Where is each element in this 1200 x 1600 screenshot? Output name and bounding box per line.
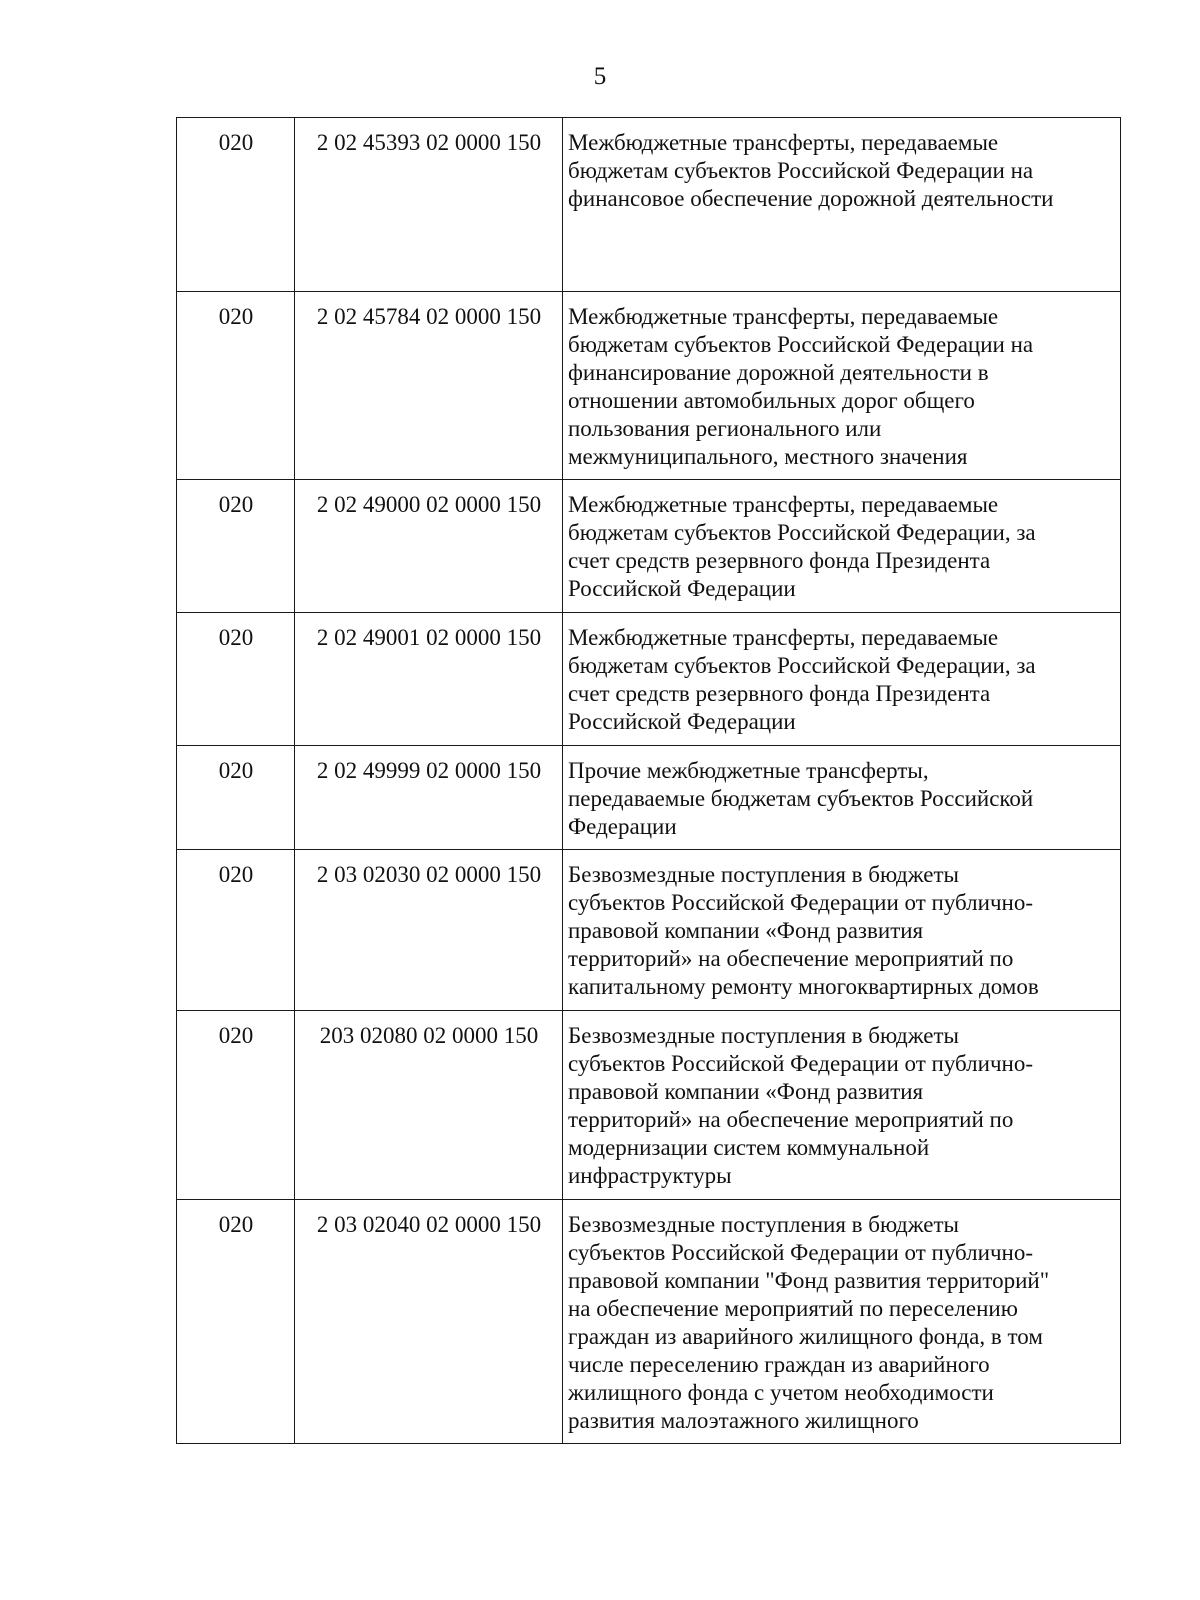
budget-code-cell: 2 03 02030 02 0000 150	[295, 850, 563, 1011]
description-line: правовой компании "Фонд развития территорий"	[568, 1268, 1050, 1293]
description-line: Прочие межбюджетные трансферты,	[568, 758, 929, 783]
description-cell	[563, 1200, 1121, 1444]
budget-code-cell: 2 02 45784 02 0000 150	[295, 292, 563, 480]
budget-code-cell: 2 03 02040 02 0000 150	[295, 1200, 563, 1444]
description-line: отношении автомобильных дорог общего	[568, 388, 975, 413]
description-line: финансирование дорожной деятельности в	[568, 360, 989, 385]
description-line: пользования регионального или	[568, 416, 882, 441]
table-row	[177, 1200, 1121, 1444]
description-line: бюджетам субъектов Российской Федерации на	[568, 332, 1034, 357]
description-line: территорий» на обеспечение мероприятий по	[568, 1107, 1014, 1132]
admin-code-cell: 020	[177, 480, 295, 613]
admin-code-cell: 020	[177, 1011, 295, 1200]
page-number: 5	[593, 63, 607, 90]
description-line: Безвозмездные поступления в бюджеты	[568, 1212, 959, 1237]
description-line: Российской Федерации	[568, 709, 796, 734]
admin-code-cell: 020	[177, 1200, 295, 1444]
description-line: развития малоэтажного жилищного	[568, 1408, 919, 1433]
admin-code-cell: 020	[177, 292, 295, 480]
budget-code-cell: 2 02 49999 02 0000 150	[295, 746, 563, 850]
description-line: передаваемые бюджетам субъектов Российской	[568, 786, 1034, 811]
revenue-codes-table	[176, 117, 1121, 1444]
admin-code-cell: 020	[177, 613, 295, 746]
description-line: Межбюджетные трансферты, передаваемые	[568, 130, 999, 155]
description-line: Безвозмездные поступления в бюджеты	[568, 1023, 959, 1048]
table-row	[177, 613, 1121, 746]
description-line: счет средств резервного фонда Президента	[568, 548, 991, 573]
description-line: Федерации	[568, 814, 677, 839]
table-row	[177, 1011, 1121, 1200]
description-line: субъектов Российской Федерации от публично-	[568, 1240, 1033, 1265]
description-cell	[563, 850, 1121, 1011]
table-row	[177, 292, 1121, 480]
budget-code-cell: 2 02 49000 02 0000 150	[295, 480, 563, 613]
description-cell	[563, 480, 1121, 613]
admin-code-cell: 020	[177, 118, 295, 292]
description-line: субъектов Российской Федерации от публично-	[568, 890, 1033, 915]
description-line: Российской Федерации	[568, 576, 796, 601]
description-line: Межбюджетные трансферты, передаваемые	[568, 625, 999, 650]
description-line: бюджетам субъектов Российской Федерации, за	[568, 653, 1036, 678]
description-line: бюджетам субъектов Российской Федерации на	[568, 158, 1034, 183]
description-line: финансовое обеспечение дорожной деятельности	[568, 186, 1054, 211]
description-line: модернизации систем коммунальной	[568, 1135, 930, 1160]
description-line: правовой компании «Фонд развития	[568, 918, 924, 943]
description-line: субъектов Российской Федерации от публично-	[568, 1051, 1033, 1076]
description-cell	[563, 1011, 1121, 1200]
description-line: Безвозмездные поступления в бюджеты	[568, 862, 959, 887]
description-line: числе переселению граждан из аварийного	[568, 1352, 990, 1377]
description-cell	[563, 118, 1121, 292]
description-line: бюджетам субъектов Российской Федерации, за	[568, 520, 1036, 545]
description-line: межмуниципального, местного значения	[568, 444, 968, 469]
budget-code-cell: 2 02 49001 02 0000 150	[295, 613, 563, 746]
description-line: правовой компании «Фонд развития	[568, 1079, 924, 1104]
table-row	[177, 118, 1121, 292]
description-line: капитальному ремонту многоквартирных домов	[568, 974, 1039, 999]
description-line: жилищного фонда с учетом необходимости	[568, 1380, 994, 1405]
description-cell	[563, 292, 1121, 480]
description-line: инфраструктуры	[568, 1163, 732, 1188]
description-cell	[563, 746, 1121, 850]
table-row	[177, 850, 1121, 1011]
budget-code-cell: 203 02080 02 0000 150	[295, 1011, 563, 1200]
description-cell	[563, 613, 1121, 746]
table-row	[177, 746, 1121, 850]
budget-code-cell: 2 02 45393 02 0000 150	[295, 118, 563, 292]
description-line: территорий» на обеспечение мероприятий по	[568, 946, 1014, 971]
description-line: Межбюджетные трансферты, передаваемые	[568, 304, 999, 329]
table-row	[177, 480, 1121, 613]
admin-code-cell: 020	[177, 850, 295, 1011]
description-line: Межбюджетные трансферты, передаваемые	[568, 492, 999, 517]
admin-code-cell: 020	[177, 746, 295, 850]
description-line: граждан из аварийного жилищного фонда, в том	[568, 1324, 1043, 1349]
description-line: на обеспечение мероприятий по переселению	[568, 1296, 1018, 1321]
table-body	[177, 118, 1121, 1444]
description-line: счет средств резервного фонда Президента	[568, 681, 991, 706]
